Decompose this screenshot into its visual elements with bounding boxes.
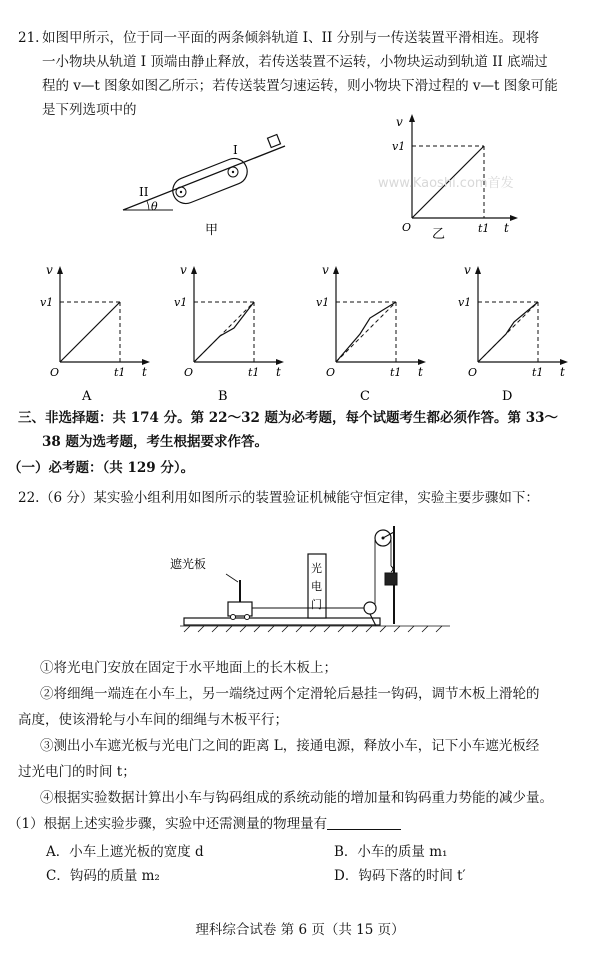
q21-line-2: 一小物块从轨道 I 顶端由静止释放，若传送装置不运转，小物块运动到轨道 II 底端过	[42, 54, 548, 70]
section3-sub: （一）必考题：（共 129 分）。	[8, 460, 195, 476]
axis-v-arrow	[191, 266, 197, 274]
label-v: v	[180, 263, 187, 277]
axis-t-arrow	[510, 215, 518, 221]
photogate-label-3: 门	[311, 598, 322, 611]
cart	[228, 602, 252, 616]
label-t1: t1	[532, 366, 544, 379]
label-track-I: I	[233, 143, 238, 157]
board-pulley	[364, 602, 376, 614]
caption-jia: 甲	[205, 223, 219, 238]
cart-wheel-left	[231, 615, 236, 620]
q21-line-1: 如图甲所示，位于同一平面的两条倾斜轨道 I、II 分别与一传送装置平滑相连。现将	[42, 30, 540, 46]
label-t: t	[418, 365, 423, 379]
q21-line-3: 程的 v—t 图象如图乙所示；若传送装置匀速运转，则小物块下滑过程的 v—t 图象可能	[42, 78, 558, 94]
label-t1: t1	[478, 222, 490, 235]
label-t: t	[142, 365, 147, 379]
q21-number: 21.	[18, 30, 40, 46]
answer-blank[interactable]	[327, 815, 401, 830]
q22-step-1: ①将光电门安放在固定于水平地面上的长木板上；	[40, 660, 337, 676]
option-letter: B	[218, 389, 228, 404]
shade-plate-pointer	[226, 574, 238, 582]
label-v1: v1	[458, 296, 472, 309]
choice-b: B．小车的质量 m₁	[334, 844, 448, 860]
label-v: v	[396, 115, 403, 129]
option-a-graph	[40, 263, 150, 404]
section3-line-1: 三、非选择题：共 174 分。第 22～32 题为必考题，每个试题考生都必须作答。第 33～	[18, 410, 559, 426]
option-c-graph	[316, 263, 426, 404]
q22-intro: （6 分）某实验小组利用如图所示的装置验证机械能守恒定律，实验主要步骤如下：	[40, 490, 539, 506]
label-t1: t1	[390, 366, 402, 379]
photogate-label-1: 光	[311, 562, 322, 575]
label-origin: O	[468, 366, 478, 379]
label-t1: t1	[114, 366, 126, 379]
label-v1: v1	[40, 296, 54, 309]
label-v: v	[46, 263, 53, 277]
choice-a: A．小车上遮光板的宽度 d	[46, 844, 204, 860]
roller-left-axle	[180, 191, 182, 193]
q22-step-2-cont: 高度，使该滑轮与小车间的细绳与木板平行；	[18, 712, 288, 728]
label-t1: t1	[248, 366, 260, 379]
page-footer: 理科综合试卷 第 6 页（共 15 页）	[195, 922, 405, 938]
theta-arc	[147, 201, 149, 210]
reference-dashed-line	[336, 302, 396, 362]
label-origin: O	[50, 366, 60, 379]
option-graphs	[0, 258, 600, 408]
label-v: v	[322, 263, 329, 277]
label-v1: v1	[316, 296, 330, 309]
q22-sub1-text: （1）根据上述实验步骤，实验中还需测量的物理量有	[8, 816, 328, 832]
roller-right-axle	[232, 171, 234, 173]
hook	[391, 566, 393, 572]
label-theta: θ	[151, 200, 158, 213]
axis-v-arrow	[57, 266, 63, 274]
cart-wheel-right	[245, 615, 250, 620]
photogate-label-2: 电	[311, 580, 322, 593]
choice-d: D．钩码下落的时间 t′	[334, 868, 466, 884]
caption-yi: 乙	[432, 227, 446, 240]
option-d-graph	[458, 263, 568, 404]
shade-plate-label: 遮光板	[170, 557, 207, 571]
small-block	[268, 135, 281, 148]
watermark: www.Kaoshi.com首发	[378, 176, 514, 191]
conveyor-belt	[169, 155, 251, 208]
axis-v-arrow	[409, 114, 415, 122]
q22-step-4: ④根据实验数据计算出小车与钩码组成的系统动能的增加量和钩码重力势能的减少量。	[40, 790, 553, 806]
hook-weight	[385, 573, 397, 585]
option-letter: A	[82, 389, 92, 404]
q22-step-3: ③测出小车遮光板与光电门之间的距离 L，接通电源，释放小车，记下小车遮光板经	[40, 738, 540, 754]
option-b-graph	[174, 263, 284, 404]
q22-number: 22.	[18, 490, 40, 506]
q22-step-3-cont: 过光电门的时间 t；	[18, 764, 136, 780]
choice-c: C．钩码的质量 m₂	[46, 868, 160, 884]
track-incline	[123, 146, 285, 210]
label-t: t	[504, 221, 509, 235]
label-origin: O	[184, 366, 194, 379]
axis-v-arrow	[475, 266, 481, 274]
label-origin: O	[326, 366, 336, 379]
apparatus-figure	[170, 518, 460, 638]
label-track-II: II	[139, 185, 149, 199]
q22-sub1	[8, 814, 401, 834]
label-t: t	[276, 365, 281, 379]
figure-jia	[115, 128, 295, 238]
label-origin: O	[402, 221, 412, 234]
axis-v-arrow	[333, 266, 339, 274]
section3-line-2: 38 题为选考题，考生根据要求作答。	[42, 434, 268, 450]
label-v1: v1	[392, 140, 406, 153]
label-v1: v1	[174, 296, 188, 309]
ground-hatch	[180, 626, 450, 632]
q22-step-2: ②将细绳一端连在小车上，另一端绕过两个定滑轮后悬挂一钩码，调节木板上滑轮的	[40, 686, 540, 702]
label-t: t	[560, 365, 565, 379]
label-v: v	[464, 263, 471, 277]
q21-line-4: 是下列选项中的	[42, 102, 137, 118]
long-board	[184, 618, 380, 625]
option-letter: C	[360, 389, 370, 404]
vt-line	[60, 302, 120, 362]
option-letter: D	[502, 389, 513, 404]
